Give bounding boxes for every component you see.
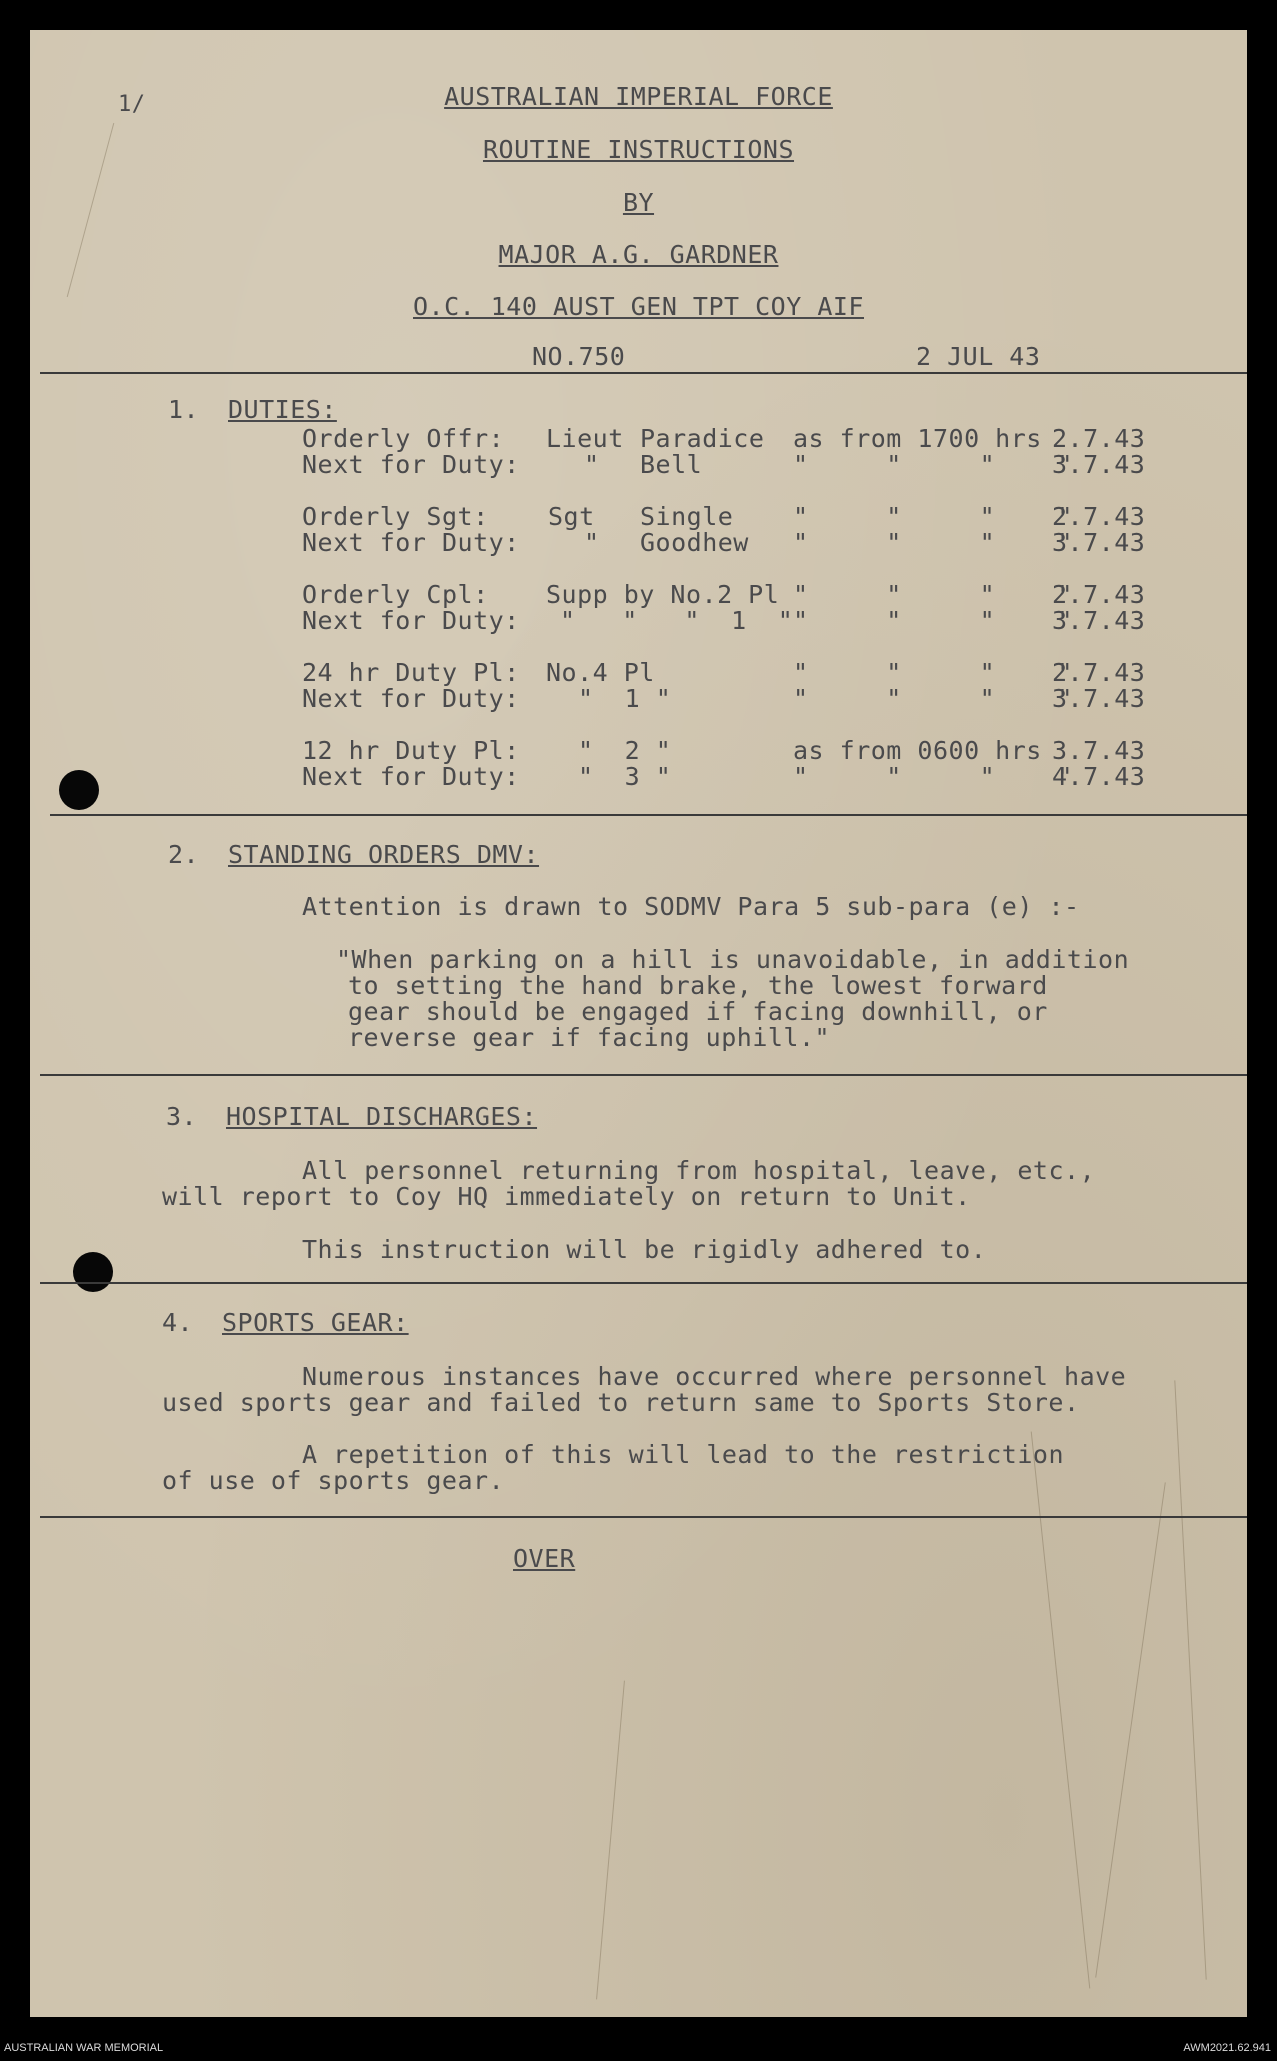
instruction-date: 2 JUL 43	[916, 342, 1041, 371]
duty-label: Orderly Offr:	[302, 424, 505, 453]
duty-rank: " 1 "	[578, 684, 672, 713]
duty-date: 3.7.43	[1052, 606, 1146, 635]
section-2-number: 2.	[168, 840, 200, 869]
punch-hole	[73, 1252, 113, 1292]
duty-name: Paradice	[640, 424, 765, 453]
footer-credit: AUSTRALIAN WAR MEMORIAL	[4, 2042, 164, 2054]
duty-date: 3.7.43	[1052, 450, 1146, 479]
duty-date: 3.7.43	[1052, 684, 1146, 713]
duty-date: 3.7.43	[1052, 528, 1146, 557]
section-4-heading: SPORTS GEAR:	[222, 1308, 409, 1337]
section-3-heading: HOSPITAL DISCHARGES:	[226, 1102, 538, 1131]
document-title: ROUTINE INSTRUCTIONS	[482, 135, 795, 164]
paragraph-line: Numerous instances have occurred where personnel have	[302, 1362, 1127, 1391]
duty-from: as from 0600 hrs	[793, 736, 1042, 765]
duty-from: " " " "	[793, 450, 1073, 479]
org-heading: AUSTRALIAN IMPERIAL FORCE	[444, 82, 833, 111]
quote-line: to setting the hand brake, the lowest forward	[348, 971, 1048, 1000]
quote-line: reverse gear if facing uphill."	[348, 1023, 831, 1052]
instruction-number: NO.750	[532, 342, 626, 371]
duty-rank: No.4 Pl	[546, 658, 655, 687]
duty-label: Next for Duty:	[302, 684, 520, 713]
by-line: BY	[622, 188, 655, 217]
duty-name: Bell	[640, 450, 703, 479]
divider	[50, 814, 1247, 816]
punch-hole	[59, 770, 99, 810]
duty-label: Next for Duty:	[302, 528, 520, 557]
divider	[40, 1282, 1247, 1284]
section-1-heading: DUTIES:	[228, 395, 337, 424]
paper-crease	[596, 1681, 625, 2000]
unit-name: O.C. 140 AUST GEN TPT COY AIF	[413, 292, 864, 321]
duty-label: Orderly Cpl:	[302, 580, 489, 609]
document-page	[30, 30, 1247, 2017]
footer-accession-number: AWM2021.62.941	[1183, 2042, 1271, 2054]
divider	[40, 1516, 1247, 1518]
duty-date: 2.7.43	[1052, 424, 1146, 453]
quote-line: gear should be engaged if facing downhill, or	[348, 997, 1048, 1026]
duty-label: Orderly Sgt:	[302, 502, 489, 531]
section-4-number: 4.	[162, 1308, 194, 1337]
divider	[40, 1074, 1247, 1076]
duty-date: 3.7.43	[1052, 736, 1146, 765]
section-2-intro: Attention is drawn to SODMV Para 5 sub-para (e) :-	[302, 892, 1080, 921]
duty-from: " " " "	[793, 528, 1073, 557]
duty-rank: " " " 1 "	[560, 606, 794, 635]
duty-rank: "	[584, 450, 600, 479]
duty-from: " " " "	[793, 502, 1073, 531]
section-1-number: 1.	[168, 395, 200, 424]
duty-name: Single	[640, 502, 734, 531]
duty-rank: " 3 "	[578, 762, 672, 791]
duty-date: 2.7.43	[1052, 502, 1146, 531]
paragraph-line: All personnel returning from hospital, leave, etc.,	[302, 1156, 1096, 1185]
paragraph-line: used sports gear and failed to return same to Sports Store.	[162, 1388, 1080, 1417]
paragraph-line: will report to Coy HQ immediately on return to Unit.	[162, 1182, 971, 1211]
duty-label: 12 hr Duty Pl:	[302, 736, 520, 765]
duty-rank: Sgt	[548, 502, 595, 531]
page-mark: 1/	[118, 92, 146, 117]
duty-from: as from 1700 hrs	[793, 424, 1042, 453]
paper-crease	[1174, 1380, 1206, 1979]
duty-rank: " 2 "	[578, 736, 672, 765]
duty-label: 24 hr Duty Pl:	[302, 658, 520, 687]
duty-label: Next for Duty:	[302, 606, 520, 635]
duty-from: " " " "	[793, 580, 1073, 609]
paragraph-line: of use of sports gear.	[162, 1466, 505, 1495]
divider	[40, 372, 1247, 374]
duty-date: 4.7.43	[1052, 762, 1146, 791]
duty-from: " " " "	[793, 684, 1073, 713]
duty-date: 2.7.43	[1052, 658, 1146, 687]
duty-label: Next for Duty:	[302, 450, 520, 479]
over-marker: OVER	[513, 1544, 576, 1573]
duty-rank: "	[584, 528, 600, 557]
duty-from: " " " "	[793, 606, 1073, 635]
paper-crease	[1095, 1482, 1166, 1977]
duty-name: Goodhew	[640, 528, 749, 557]
duty-date: 2.7.43	[1052, 580, 1146, 609]
duty-label: Next for Duty:	[302, 762, 520, 791]
section-3-number: 3.	[166, 1102, 198, 1131]
paragraph-line: This instruction will be rigidly adhered to.	[302, 1235, 987, 1264]
quote-line: "When parking on a hill is unavoidable, in addition	[336, 945, 1130, 974]
section-2-heading: STANDING ORDERS DMV:	[228, 840, 540, 869]
officer-name: MAJOR A.G. GARDNER	[498, 240, 779, 269]
paragraph-line: A repetition of this will lead to the restriction	[302, 1440, 1065, 1469]
duty-from: " " " "	[793, 762, 1073, 791]
duty-from: " " " "	[793, 658, 1073, 687]
duty-rank: Lieut	[546, 424, 624, 453]
duty-rank: Supp by No.2 Pl	[546, 580, 780, 609]
